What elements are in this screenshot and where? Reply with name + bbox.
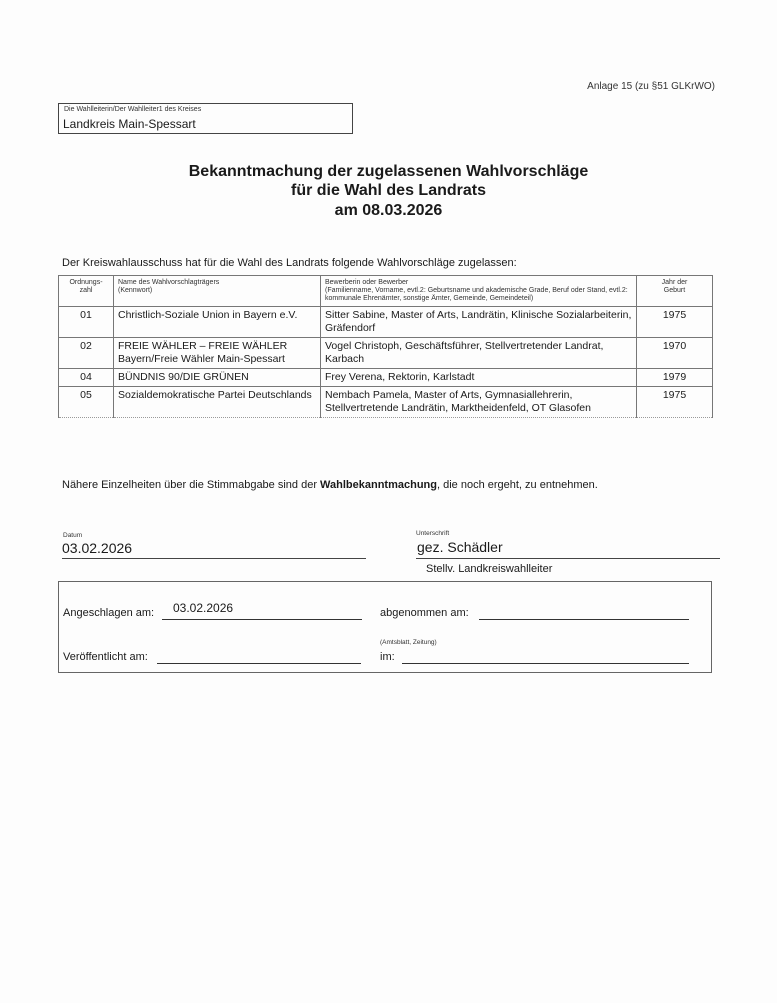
nominations-table xyxy=(58,275,713,418)
in-label: im: xyxy=(380,651,395,663)
in-line xyxy=(402,663,689,664)
row-order: 02 xyxy=(59,338,114,369)
posting-record-box xyxy=(58,581,712,673)
election-officer-label: Die Wahlleiterin/Der Wahlleiter1 des Kreises xyxy=(64,106,202,113)
published-label: Veröffentlicht am: xyxy=(63,651,148,663)
signature-value: gez. Schädler xyxy=(417,539,503,555)
table-row xyxy=(59,338,713,369)
row-candidate: Nembach Pamela, Master of Arts, Gymnasiallehrerin, Stellvertretende Landrätin, Marktheidenfeld, OT Glasofen xyxy=(321,387,637,418)
row-party: Sozialdemokratische Partei Deutschlands xyxy=(114,387,321,418)
removed-line xyxy=(479,619,689,620)
row-order: 01 xyxy=(59,307,114,338)
row-candidate: Frey Verena, Rektorin, Karlstadt xyxy=(321,369,637,387)
note-text-before: Nähere Einzelheiten über die Stimmabgabe sind der xyxy=(62,479,321,491)
row-party: Christlich-Soziale Union in Bayern e.V. xyxy=(114,307,321,338)
date-label: Datum xyxy=(63,532,83,539)
signature-line xyxy=(416,558,720,559)
table-row xyxy=(59,387,713,418)
header-candidate: Bewerberin oder Bewerber (Familienname, Vorname, evtl.2: Geburtsname und akademische Grade, Beruf oder Stand, evtl.2: kommunale Ehrenämter, sonstige Ämter, Gemeinde, Gemeindeteil) xyxy=(321,276,637,307)
header-birth-year: Jahr der Geburt xyxy=(637,276,713,307)
row-party: FREIE WÄHLER – FREIE WÄHLER Bayern/Freie Wähler Main-Spessart xyxy=(114,338,321,369)
published-line xyxy=(157,663,361,664)
page-title-line-1: Bekanntmachung der zugelassenen Wahlvorschläge xyxy=(188,163,589,180)
election-officer-district: Landkreis Main-Spessart xyxy=(63,117,196,131)
page-title-line-3: am 08.03.2026 xyxy=(334,202,443,219)
date-value: 03.02.2026 xyxy=(62,540,133,556)
election-officer-box xyxy=(58,103,353,134)
gazette-label: (Amtsblatt, Zeitung) xyxy=(380,639,437,646)
table-header-row xyxy=(59,276,713,307)
row-year: 1975 xyxy=(637,307,713,338)
page-title-line-2: für die Wahl des Landrats xyxy=(291,182,486,199)
intro-text: Der Kreiswahlausschuss hat für die Wahl des Landrats folgende Wahlvorschläge zugelassen: xyxy=(62,257,517,269)
details-note xyxy=(62,479,598,491)
table-row xyxy=(59,307,713,338)
row-order: 04 xyxy=(59,369,114,387)
signature-label: Unterschrift xyxy=(416,530,450,537)
row-year: 1970 xyxy=(637,338,713,369)
row-year: 1975 xyxy=(637,387,713,418)
posted-date: 03.02.2026 xyxy=(173,601,234,615)
row-candidate: Vogel Christoph, Geschäftsführer, Stellvertretender Landrat, Karbach xyxy=(321,338,637,369)
row-year: 1979 xyxy=(637,369,713,387)
row-order: 05 xyxy=(59,387,114,418)
removed-label: abgenommen am: xyxy=(380,607,469,619)
annex-reference: Anlage 15 (zu §51 GLKrWO) xyxy=(587,81,715,92)
note-text-after: , die noch ergeht, zu entnehmen. xyxy=(436,479,598,491)
posted-label: Angeschlagen am: xyxy=(63,607,155,619)
row-candidate: Sitter Sabine, Master of Arts, Landrätin, Klinische Sozialarbeiterin, Gräfendorf xyxy=(321,307,637,338)
header-order-number: Ordnungs- zahl xyxy=(59,276,114,307)
header-party-name: Name des Wahlvorschlagträgers (Kennwort) xyxy=(114,276,321,307)
posted-line xyxy=(162,619,362,620)
row-party: BÜNDNIS 90/DIE GRÜNEN xyxy=(114,369,321,387)
date-line xyxy=(62,558,366,559)
note-bold-term: Wahlbekanntmachung xyxy=(320,479,437,491)
table-row xyxy=(59,369,713,387)
signatory-role: Stellv. Landkreiswahlleiter xyxy=(426,563,553,575)
